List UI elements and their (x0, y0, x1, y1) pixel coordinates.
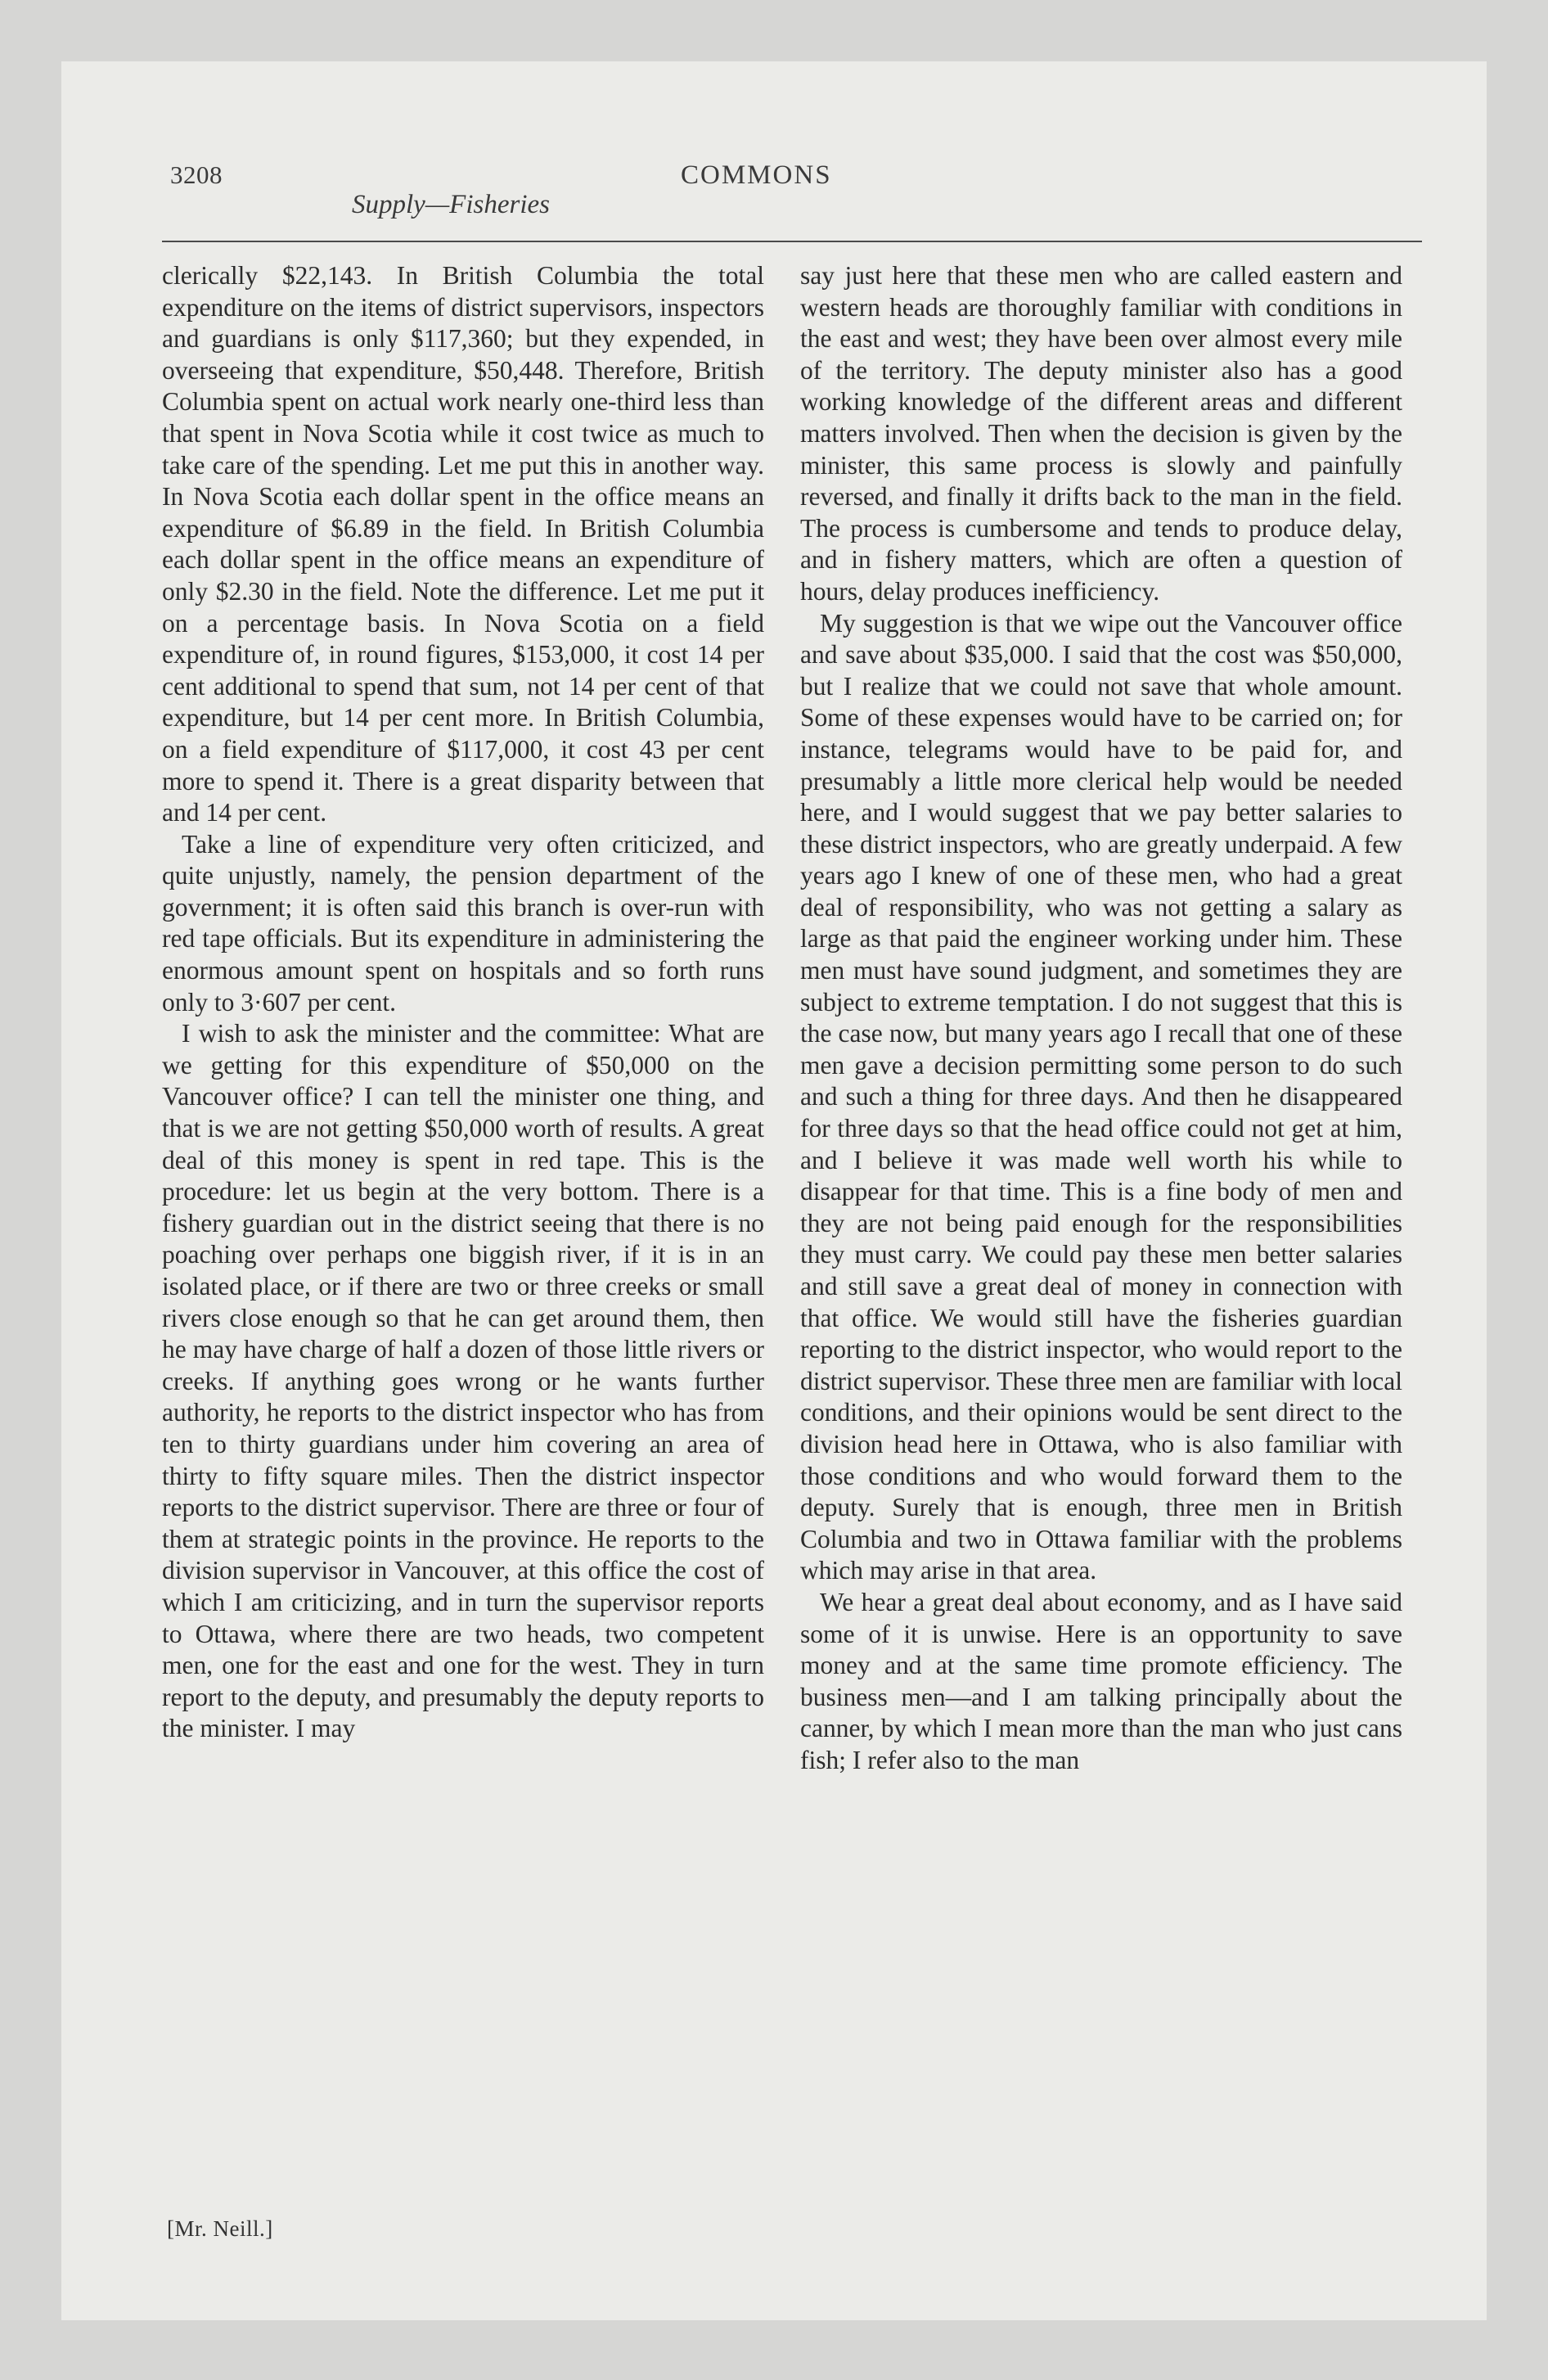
paragraph: My suggestion is that we wipe out the Vancouver office and save about $35,000. I said that the cost was $50,000, but I realize that we could not save that whole amount. Some of these expenses would have to be carried on; for instance, telegrams would have to be paid for, and presumably a little more clerical help would be needed here, and I would suggest that we pay better salaries to these district inspectors, who are greatly underpaid. A few years ago I knew of one of these men, who had a great deal of responsibility, who was not getting a salary as large as that paid the engineer working under him. These men must have sound judgment, and sometimes they are subject to extreme temptation. I do not suggest that this is the case now, but many years ago I recall that one of these men gave a decision permitting some person to do such and such a thing for three days. And then he disappeared for three days so that the head office could not get at him, and I believe it was made well worth his while to disappear for that time. This is a fine body of men and they are not being paid enough for the responsibilities they must carry. We could pay these men better salaries and still save a great deal of money in connection with that office. We would still have the fisheries guardian reporting to the district inspector, who would report to the district supervisor. These three men are familiar with local conditions, and their opinions would be sent direct to the division head here in Ottawa, who is also familiar with those conditions and who would forward them to the deputy. Surely that is enough, three men in British Columbia and two in Ottawa familiar with the problems which may arise in that area. (800, 608, 1402, 1585)
speaker-tag: [Mr. Neill.] (167, 2216, 273, 2241)
paragraph: clerically $22,143. In British Columbia the total expenditure on the items of district supervisors, inspectors and guardians is only $117,360; but they expended, in overseeing that expenditure, $50,448. Therefore, British Columbia spent on actual work nearly one-third less than that spent in Nova Scotia while it cost twice as much to take care of the spending. Let me put this in another way. In Nova Scotia each dollar spent in the office means an expenditure of $6.89 in the field. In British Columbia each dollar spent in the office means an expenditure of only $2.30 in the field. Note the difference. Let me put it on a percentage basis. In Nova Scotia on a field expenditure of, in round figures, $153,000, it cost 14 per cent additional to spend that sum, not 14 per cent of that expenditure, but 14 per cent more. In British Columbia, on a field expenditure of $117,000, it cost 43 per cent more to spend it. There is a great disparity between that and 14 per cent. (162, 261, 764, 827)
paragraph: say just here that these men who are called eastern and western heads are thoroughly familiar with conditions in the east and west; they have been over almost every mile of the territory. The deputy minister also has a good working knowledge of the different areas and different matters involved. Then when the decision is given by the minister, this same process is slowly and painfully reversed, and finally it drifts back to the man in the field. The process is cumbersome and tends to produce delay, and in fishery matters, which are often a question of hours, delay produces inefficiency. (800, 261, 1402, 606)
left-column (162, 260, 764, 1745)
paragraph: We hear a great deal about economy, and as I have said some of it is unwise. Here is an opportunity to save money and at the same time promote efficiency. The business men—and I am talking principally about the canner, by which I mean more than the man who just cans fish; I refer also to the man (800, 1587, 1402, 1774)
journal-title: COMMONS (681, 160, 832, 190)
paragraph: I wish to ask the minister and the committee: What are we getting for this expenditure of $50,000 on the Vancouver office? I can tell the minister one thing, and that is we are not getting $50,000 worth of results. A great deal of this money is spent in red tape. This is the procedure: let us begin at the very bottom. There is a fishery guardian out in the district seeing that there is no poaching over perhaps one biggish river, if it is in an isolated place, or if there are two or three creeks or small rivers close enough so that he can get around them, then he may have charge of half a dozen of those little rivers or creeks. If anything goes wrong or he wants further authority, he reports to the district inspector who has from ten to thirty guardians under him covering an area of thirty to fifty square miles. Then the district inspector reports to the district supervisor. There are three or four of them at strategic points in the province. He reports to the division supervisor in Vancouver, at this office the cost of which I am criticizing, and in turn the supervisor reports to Ottawa, where there are two heads, two competent men, one for the east and one for the west. They in turn report to the deputy, and presumably the deputy reports to the minister. I may (162, 1019, 764, 1743)
page-number: 3208 (170, 160, 223, 189)
paragraph: Take a line of expenditure very often criticized, and quite unjustly, namely, the pension department of the government; it is often said this branch is over-run with red tape officials. But its expenditure in administering the enormous amount spent on hospitals and so forth runs only to 3·607 per cent. (162, 829, 764, 1016)
section-title: Supply—Fisheries (352, 190, 550, 219)
header-rule (162, 241, 1422, 242)
right-column (800, 260, 1402, 1777)
